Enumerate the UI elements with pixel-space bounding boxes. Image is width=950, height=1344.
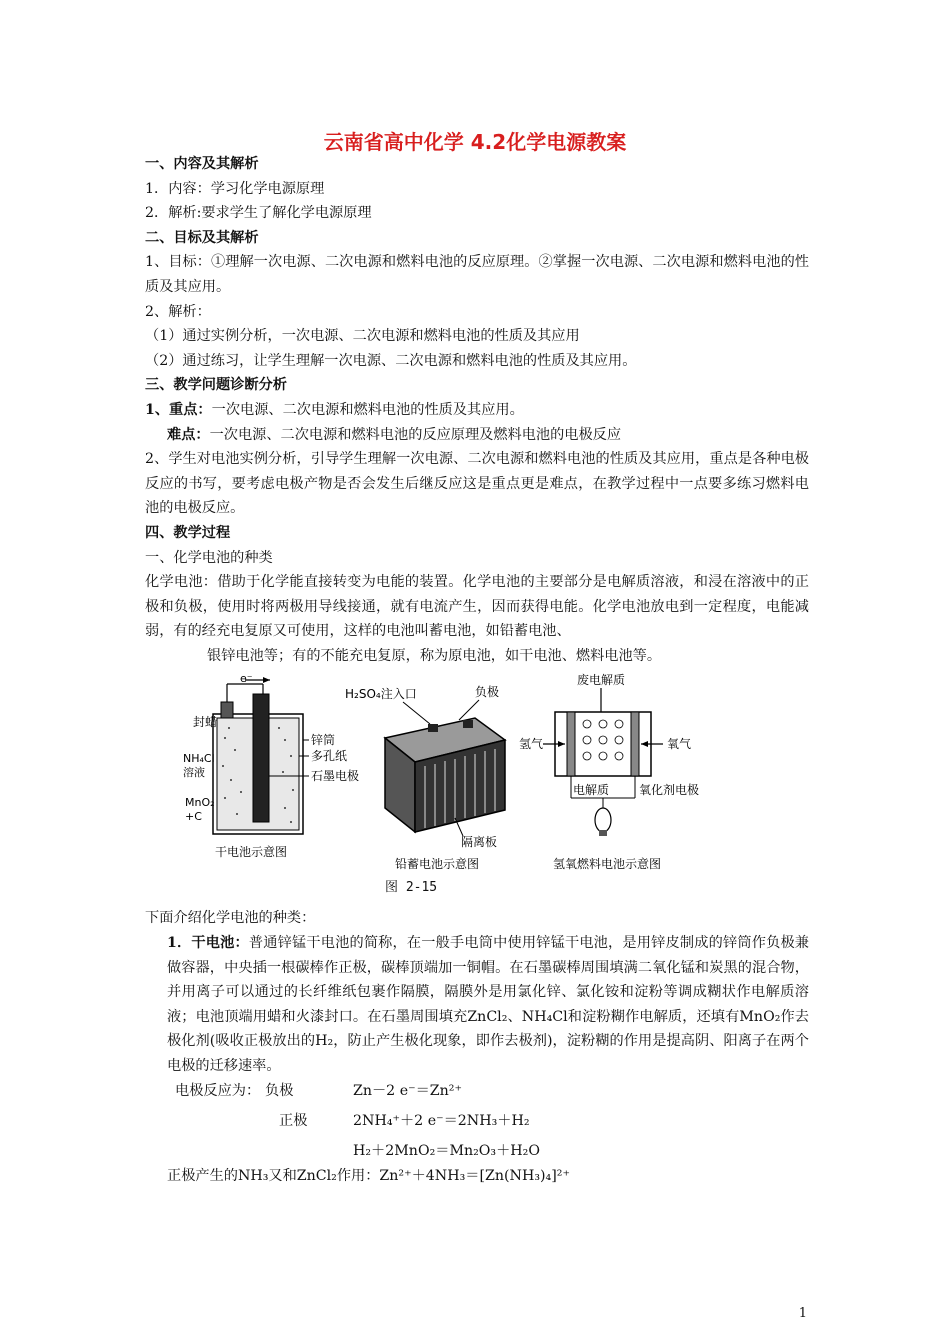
section-heading-3: 三、教学问题诊断分析 [145,377,287,394]
bulb-icon [595,808,611,832]
section-heading-4: 四、教学过程 [145,524,231,541]
lead-acid-caption: 铅蓄电池示意图 [395,857,480,872]
oxidant-electrode-label: 氧化剂电极 [639,783,700,798]
diagnosis-paragraph: 2、学生对电池实例分析，引导学生理解一次电源、二次电源和燃料电池的性质及其应用，重点是各种电极反应的书写，要考虑电极产物是否会发生后继反应这是重点更是难点，在教学过程中一点要多练习燃料电池的电极反应。 [145,451,809,517]
oxygen-label: 氧气 [667,737,692,752]
acid-inlet-label: H₂SO₄注入口 [345,687,417,702]
analysis-item-2: （2）通过练习，让学生理解一次电源、二次电源和燃料电池的性质及其应用。 [145,352,637,369]
difficulty-point [145,423,809,448]
depolarizer-equation: H₂＋2MnO₂＝Mn₂O₃＋H₂O [353,1143,540,1160]
negative-equation: Zn－2 e⁻＝Zn²⁺ [353,1082,462,1099]
positive-equation: 2NH₄⁺＋2 e⁻＝2NH₃＋H₂ [353,1113,530,1130]
zinc-can-label: 锌筒 [311,733,336,748]
key-label: 1、重点： [145,401,212,418]
figure-2-15 [145,668,809,906]
fuel-cell-caption: 氢氧燃料电池示意图 [553,857,662,872]
electron-label: e⁻ [240,672,253,686]
negative-label: 负极 [265,1082,294,1099]
battery-paragraph-tail: 银锌电池等；有的不能充电复原，称为原电池，如干电池、燃料电池等。 [207,647,662,664]
section-heading-2: 二、目标及其解析 [145,229,259,246]
goal-paragraph: 1、目标：①理解一次电源、二次电源和燃料电池的反应原理。②掌握一次电源、二次电源和燃料电池的性质及其应用。 [145,254,809,295]
figure-caption: 图 2-15 [385,880,438,896]
key-text: 一次电源、二次电源和燃料电池的性质及其应用。 [211,401,524,418]
graphite-electrode-label: 石墨电极 [311,769,360,784]
positive-reaction-row [145,1103,809,1139]
complex-reaction-line: 正极产生的NH₃又和ZnCl₂作用：Zn²⁺＋4NH₃＝[Zn(NH₃)₄]²⁺ [167,1167,570,1184]
porous-paper-label: 多孔纸 [311,749,348,764]
analysis-label: 2、解析： [145,303,211,320]
electrolyte-label: 电解质 [573,783,610,798]
positive-label: 正极 [279,1113,308,1130]
key-point [145,398,809,423]
depolarizer-reaction-row [145,1139,809,1164]
page-number: 1 [798,1306,807,1321]
subsection-heading: 一、化学电池的种类 [145,549,273,566]
nh4cl-label: NH₄Cl [183,752,215,766]
dry-cell-text: 普通锌锰干电池的简称，在一般手电筒中使用锌锰干电池，是用锌皮制成的锌筒作负极兼做容器，中央插一根碳棒作正极，碳棒顶端加一铜帽。在石墨碳棒周围填满二氧化锰和炭黑的混合物，并用离子可以通过的长纤维纸包裹作隔膜，隔膜外是用氯化锌、氯化铵和淀粉等调成糊状作电解质溶液；电池顶端用蜡和火漆封口。在石墨周围填充ZnCl₂、NH₄Cl和淀粉糊作电解质，还填有MnO₂作去极化剂(吸收正极放出的H₂，防止产生极化现象，即作去极剂)，淀粉糊的作用是提高阴、阳离子在两个电极的迁移速率。 [167,935,809,1075]
solution-label: 溶液 [183,766,205,780]
dry-cell-label: 1．干电池： [167,935,249,952]
dry-cell-diagram [183,672,359,859]
separator-label: 隔离板 [461,835,498,850]
fuel-cell-diagram [519,672,699,871]
difficulty-text: 一次电源、二次电源和燃料电池的反应原理及燃料电池的电极反应 [209,426,622,443]
seal-label: 封蜡 [193,715,218,730]
waste-electrolyte-label: 废电解质 [577,673,626,688]
content-line: 1．内容：学习化学电源原理 [145,180,325,197]
section-heading-1: 一、内容及其解析 [145,156,259,172]
dry-cell-paragraph [145,931,809,1079]
mno2-label: MnO₂ [185,796,215,810]
negative-pole-label: 负极 [475,685,500,700]
analysis-item-1: （1）通过实例分析，一次电源、二次电源和燃料电池的性质及其应用 [145,328,580,345]
reaction-intro: 电极反应为： [175,1082,261,1099]
battery-paragraph: 化学电池：借助于化学能直接转变为电能的装置。化学电池的主要部分是电解质溶液，和浸在溶液中的正极和负极，使用时将两极用导线接通，就有电流产生，因而获得电能。化学电池放电到一定程度，电能减弱，有的经充电复原又可使用，这样的电池叫蓄电池，如铅蓄电池、 [145,574,809,640]
document-body [145,152,809,1188]
carbon-label: +C [185,810,202,824]
document-title: 云南省高中化学 4.2化学电源教案 [323,130,627,154]
negative-reaction-row [145,1079,809,1104]
dry-cell-caption: 干电池示意图 [215,845,288,860]
battery-diagrams [145,668,809,906]
difficulty-label: 难点： [167,426,210,443]
lead-acid-diagram [345,684,505,871]
hydrogen-label: 氢气 [519,737,544,752]
analysis-line: 2．解析:要求学生了解化学电源原理 [145,205,372,222]
types-intro: 下面介绍化学电池的种类： [145,910,316,927]
